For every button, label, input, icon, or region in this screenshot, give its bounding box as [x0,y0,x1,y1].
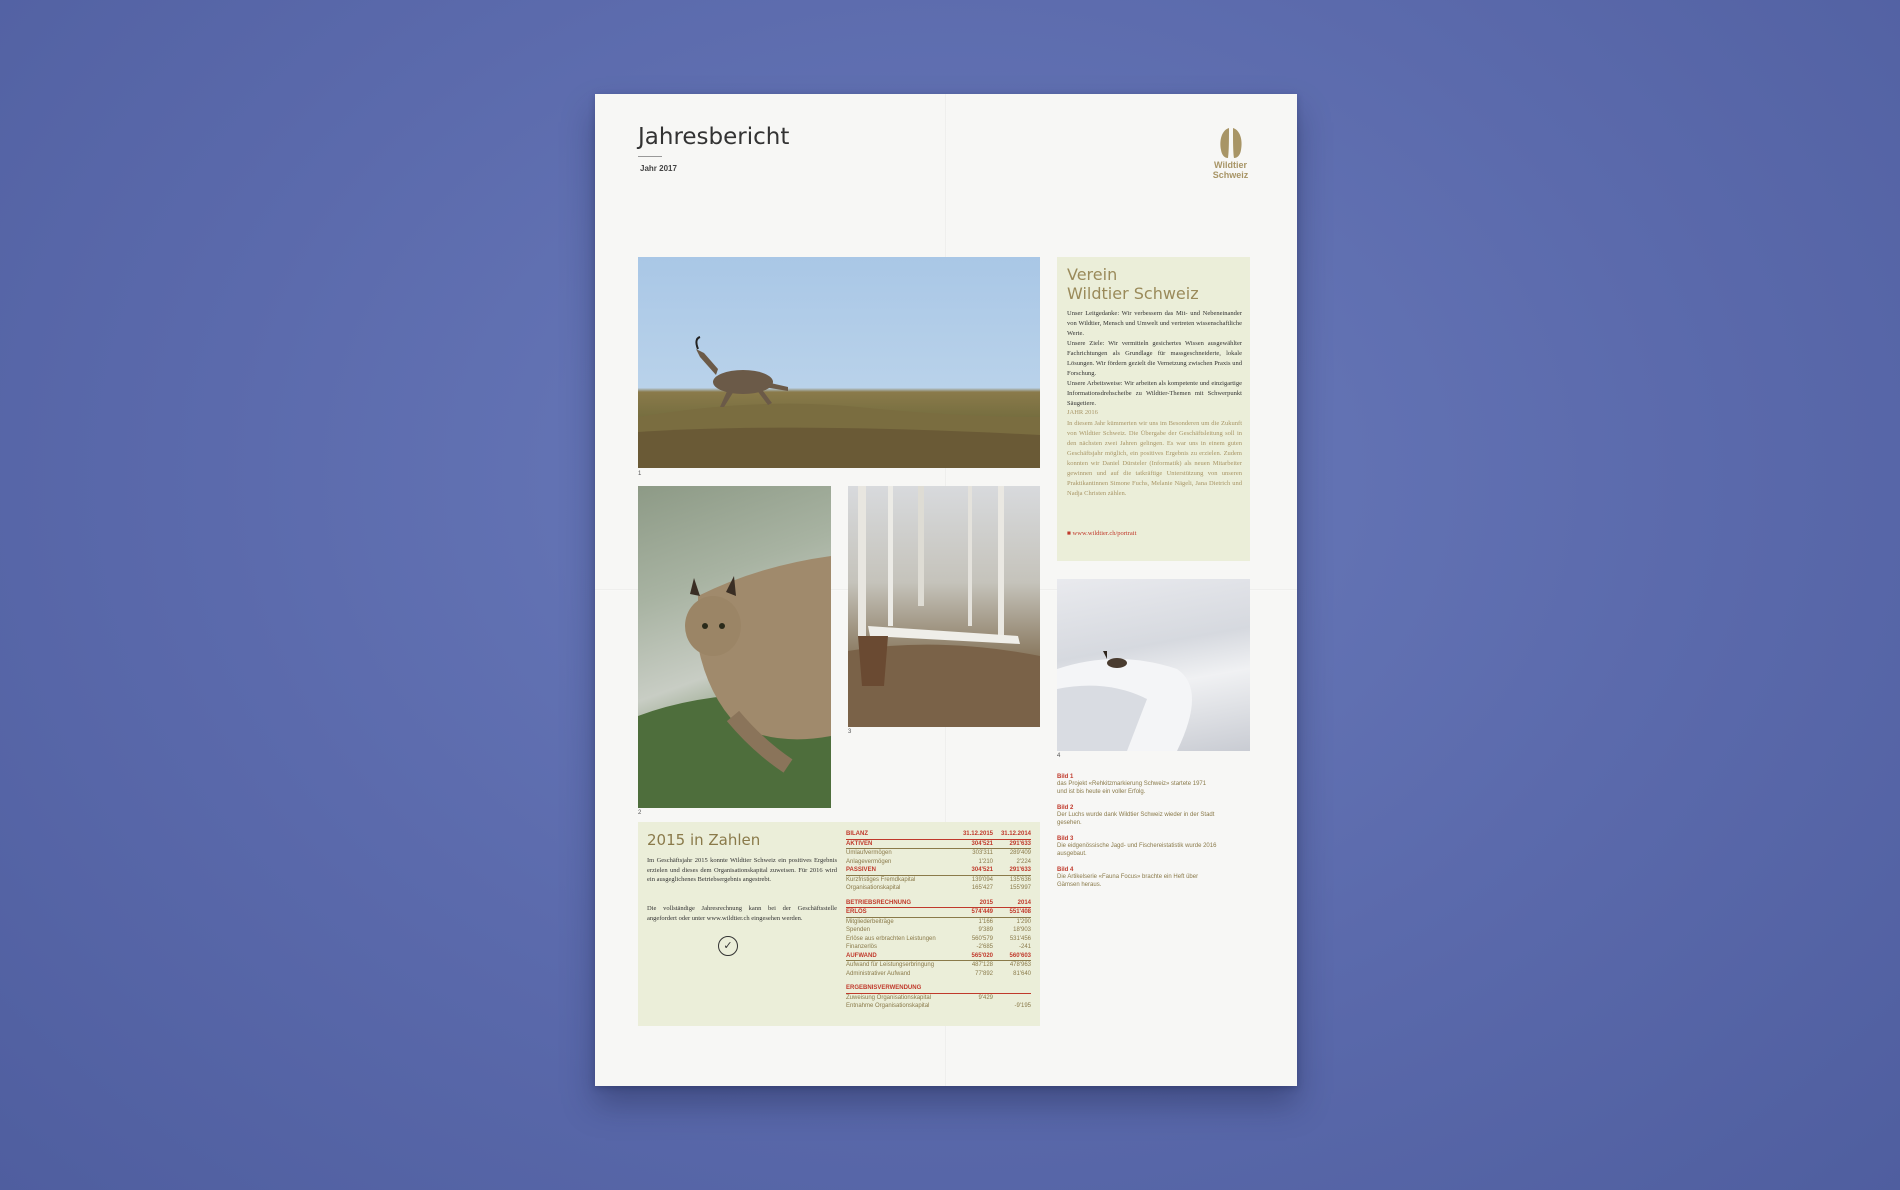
table-cell: 487'128 [971,962,993,968]
table-cell [993,994,1031,1003]
caption-text: Die eidgenössische Jagd- und Fischereistatistik wurde 2016 ausgebaut. [1057,843,1217,857]
zahlen-box [638,822,1040,1026]
caption-title: Bild 4 [1057,867,1074,873]
bilanz-header: BILANZ 31.12.2015 31.12.2014 [846,830,1031,840]
table-cell: -9'195 [1014,1003,1031,1009]
verein-year-text: In diesem Jahr kümmerten wir uns im Besonderen um die Zukunft von Wildtier Schweiz. Die Übergabe der Geschäftsleitung soll in den nächsten zwei Jahren gelingen. Es war uns in einem guten Geschäftsjahr möglich, ein positives Ergebnis zu erzielen. Zudem konnten wir Daniel Dürsteler (Informatik) als neuen Mitarbeiter gewinnen und auf die tatkräftige Unterstützung von unseren Praktikantinnen Simone Fuchs, Melanie Nägeli, Jana Dietrich und Nadja Christen zählen. [1067,420,1242,497]
table-row [846,849,1031,858]
verein-mission-text [1067,309,1242,409]
photo-caption-1: 1 [638,471,642,477]
portrait-link[interactable]: ■ www.wildtier.ch/portrait [1067,530,1137,537]
table-cell: 9'429 [978,994,993,1001]
table-row [846,1002,1031,1011]
table-row [846,943,1031,952]
photo-lynx [638,486,831,808]
table-row [846,952,1031,962]
logo-text-line2: Schweiz [1212,170,1249,180]
report-poster [595,94,1297,1086]
table-cell: 165'427 [971,885,993,891]
betrieb-header: BETRIEBSRECHNUNG 2015 2014 [846,899,1031,909]
verein-title-line1: Verein [1067,265,1118,284]
page-subtitle: Jahr 2017 [640,164,677,173]
table-cell: 1'290 [1016,918,1031,925]
table-cell: -241 [1018,944,1031,950]
table-cell: 560'603 [1009,952,1031,959]
table-cell: 291'633 [1009,867,1031,873]
page-title: Jahresbericht [638,124,790,150]
photo-caption-4: 4 [1057,753,1061,759]
hoof-print-icon [1216,126,1246,160]
verwendung-header: ERGEBNISVERWENDUNG [846,984,1031,994]
table-cell: Umlaufvermögen [846,850,892,856]
table-row [846,961,1031,970]
table-cell: 2'224 [1016,858,1031,865]
table-cell: 304'521 [971,840,993,847]
bilanz-rows [846,840,1031,893]
table-cell: Spenden [846,927,871,933]
table-row [846,876,1031,885]
table-cell: 551'408 [1009,909,1031,915]
table-cell: ERLÖS [846,909,867,915]
verein-info-box [1057,257,1250,561]
verein-title [1067,265,1247,303]
verein-title-line2: Wildtier Schweiz [1067,284,1199,303]
verein-ziele: Unsere Ziele: Wir vermitteln gesichertes Wissen ausgewählter Fachrichtungen als Grundlage für massgeschneiderte, lokale Lösungen. Wir fördern gezielt die Vernetzung zwischen Praxis und Forschung. [1067,340,1242,377]
table-cell: 1'210 [978,858,993,865]
verwendung-rows [846,994,1031,1011]
table-row [846,918,1031,927]
table-row [846,970,1031,979]
table-cell: Administrativer Aufwand [846,970,911,977]
table-cell: 478'963 [1009,962,1031,968]
table-cell: 531'456 [1009,935,1031,942]
caption-bild-2 [1057,805,1217,827]
table-cell: Zuweisung Organisationskapital [846,994,932,1001]
table-cell: Mitgliederbeiträge [846,918,894,925]
table-cell: 139'094 [971,876,993,883]
photo-caption-3: 3 [848,729,852,735]
table-row [846,994,1031,1003]
logo-text-line1: Wildtier [1214,160,1247,170]
caption-title: Bild 2 [1057,805,1074,811]
table-cell: Aufwand für Leistungserbringung [846,962,935,968]
table-cell: 304'521 [971,867,993,873]
table-row [846,908,1031,918]
table-cell: 289'409 [1009,850,1031,856]
zahlen-intro-text: Im Geschäftsjahr 2015 konnte Wildtier Schweiz ein positives Ergebnis erzielen und dieses dem Organisationskapital zuweisen. Für 2016 wird ein ausgeglichenes Betriebsergebnis angestrebt. [647,857,837,883]
table-cell: AUFWAND [846,952,877,959]
table-cell: Erlöse aus erbrachten Leistungen [846,935,936,942]
caption-title: Bild 1 [1057,774,1074,780]
table-cell: 135'636 [1009,876,1031,883]
table-row [846,866,1031,876]
title-underline [638,156,662,157]
verein-leitgedanke: Unser Leitgedanke: Wir verbessern das Mit- und Nebeneinander von Wildtier, Mensch und Umwelt und vertreten wissenschaftliche Werte. [1067,310,1242,337]
wildtier-logo [1203,126,1258,186]
table-cell: 303'311 [972,850,993,856]
table-cell: 81'640 [1013,970,1031,977]
table-cell: Kurzfristiges Fremdkapital [846,876,916,883]
table-cell: 574'449 [971,909,993,915]
caption-title: Bild 3 [1057,836,1074,842]
table-cell: AKTIVEN [846,840,873,847]
verein-year-heading: JAHR 2016 [1067,409,1098,416]
table-cell: 155'997 [1009,885,1031,891]
table-cell: 565'020 [971,952,993,959]
table-row [846,858,1031,867]
photo-caption-2: 2 [638,810,642,816]
caption-text: das Projekt «Rehkitzmarkierung Schweiz» startete 1971 und ist bis heute ein voller Erfolg. [1057,781,1207,795]
caption-bild-1 [1057,774,1217,796]
table-cell: 9'389 [978,927,993,933]
table-cell: Entnahme Organisationskapital [846,1003,930,1009]
caption-bild-4 [1057,867,1217,889]
betrieb-rows [846,908,1031,978]
table-cell: -2'685 [976,944,993,950]
table-cell: Anlagevermögen [846,858,892,865]
photo-chamois-snow [1057,579,1250,751]
table-cell: PASSIVEN [846,867,876,873]
caption-text: Der Luchs wurde dank Wildtier Schweiz wieder in der Stadt gesehen. [1057,812,1215,826]
table-row [846,840,1031,850]
zewo-seal-icon: ✓ [718,936,738,956]
table-cell: Organisationskapital [846,885,901,891]
table-cell: Finanzerlös [846,944,878,950]
caption-bild-3 [1057,836,1217,858]
photo-chamois [638,257,1040,468]
table-cell: 291'633 [1009,840,1031,847]
photo-beaver-trees [848,486,1040,727]
zahlen-title: 2015 in Zahlen [647,831,761,849]
table-cell: 18'903 [1013,927,1031,933]
table-cell: 1'166 [978,918,993,925]
verein-arbeitsweise: Unsere Arbeitsweise: Wir arbeiten als kompetente und einzigartige Informationsdrehscheibe zu Wildtier-Themen mit Schwerpunkt Säugetiere. [1067,380,1242,407]
table-row [846,884,1031,893]
zahlen-more-text: Die vollständige Jahresrechnung kann bei der Geschäftsstelle angefordert oder unter www.wildtier.ch eingesehen werden. [647,905,837,922]
image-captions [1057,774,1217,898]
table-row [846,935,1031,944]
table-row [846,926,1031,935]
finance-table [846,830,1031,1011]
table-cell [955,1002,993,1011]
table-cell: 77'892 [975,970,993,977]
caption-text: Die Artikelserie «Fauna Focus» brachte ein Heft über Gämsen heraus. [1057,874,1199,888]
table-cell: 560'579 [971,935,993,942]
